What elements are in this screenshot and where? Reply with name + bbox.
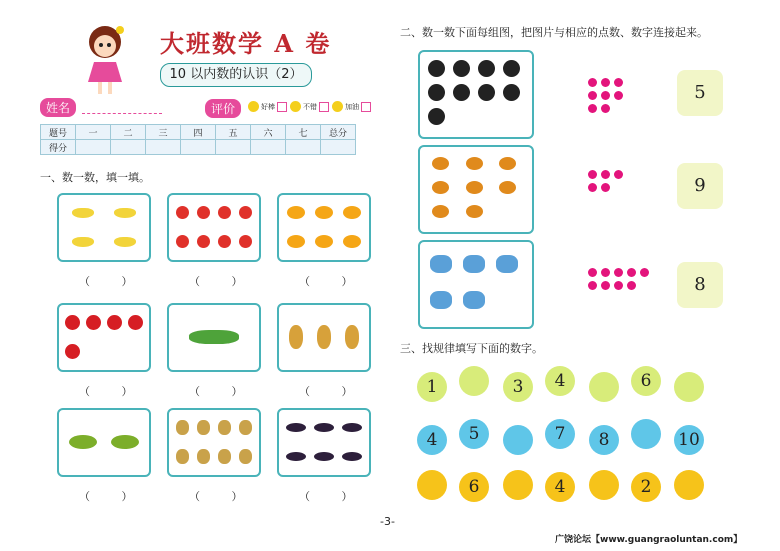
score-header-cell: 二 (111, 125, 146, 140)
dot-marker (601, 268, 610, 277)
celery-icon (189, 330, 239, 344)
dot-marker (614, 281, 623, 290)
number-circle: 3 (503, 372, 533, 402)
score-header-cell: 六 (251, 125, 286, 140)
lemon-icon (287, 235, 305, 248)
rating-checkbox[interactable] (277, 102, 287, 112)
apple-icon (65, 344, 80, 359)
number-circle: 4 (417, 425, 447, 455)
score-header-cell: 五 (216, 125, 251, 140)
snail-icon (432, 181, 449, 194)
blank-circle[interactable] (417, 470, 447, 500)
page-title: 大班数学 A 卷 (160, 29, 332, 58)
pear-icon (239, 449, 252, 464)
number-circle: 6 (459, 472, 489, 502)
eggplant-icon (286, 423, 306, 432)
page-number: -3- (380, 515, 395, 528)
evaluation-label: 评价 (205, 99, 241, 118)
score-cell[interactable] (146, 140, 181, 155)
dot-marker (588, 268, 597, 277)
number-circle: 4 (545, 366, 575, 396)
lemon-icon (343, 235, 361, 248)
apple-icon (107, 315, 122, 330)
picture-group[interactable] (418, 240, 534, 329)
eggplant-icon (314, 423, 334, 432)
dot-marker (601, 281, 610, 290)
score-header-cell: 一 (76, 125, 111, 140)
pineapple-icon (345, 325, 359, 349)
dot-marker (601, 183, 610, 192)
count-card (277, 408, 371, 477)
dot-marker (588, 78, 597, 87)
pear-icon (239, 420, 252, 435)
banana-icon (72, 237, 94, 247)
dot-marker (601, 104, 610, 113)
score-cell[interactable] (321, 140, 356, 155)
lemon-icon (343, 206, 361, 219)
eggplant-icon (286, 452, 306, 461)
rating-checkbox[interactable] (361, 102, 371, 112)
pear-icon (218, 420, 231, 435)
peach-icon (176, 235, 189, 248)
count-card (277, 193, 371, 262)
girl-illustration (70, 20, 140, 100)
snail-icon (466, 205, 483, 218)
dot-marker (614, 268, 623, 277)
dot-marker (601, 91, 610, 100)
blank-circle[interactable] (503, 470, 533, 500)
lemon-icon (315, 235, 333, 248)
score-cell[interactable] (181, 140, 216, 155)
pear-icon (197, 449, 210, 464)
pear-icon (197, 420, 210, 435)
blank-circle[interactable] (674, 470, 704, 500)
banana-icon (114, 237, 136, 247)
answer-blank[interactable]: （ ） (299, 385, 367, 398)
number-circle: 2 (631, 472, 661, 502)
number-circle: 5 (459, 419, 489, 449)
count-card (57, 303, 151, 372)
count-card (167, 193, 261, 262)
banana-icon (72, 208, 94, 218)
frying-pan-icon (453, 84, 470, 101)
peach-icon (176, 206, 189, 219)
answer-blank[interactable]: （ ） (189, 275, 257, 288)
number-circle: 1 (417, 372, 447, 402)
score-cell[interactable] (111, 140, 146, 155)
number-box[interactable]: 5 (677, 70, 723, 116)
number-box[interactable]: 8 (677, 262, 723, 308)
pear-icon (176, 420, 189, 435)
frying-pan-icon (428, 84, 445, 101)
papaya-icon (69, 435, 97, 449)
answer-blank[interactable]: （ ） (299, 490, 367, 503)
count-card (167, 408, 261, 477)
number-circle: 4 (545, 472, 575, 502)
dot-marker (627, 268, 636, 277)
blank-circle[interactable] (589, 470, 619, 500)
answer-blank[interactable]: （ ） (79, 490, 147, 503)
peach-icon (197, 206, 210, 219)
snail-icon (466, 157, 483, 170)
dot-marker (588, 104, 597, 113)
butterfly-icon (496, 255, 518, 273)
butterfly-icon (430, 255, 452, 273)
footer-site: 广饶论坛【www.guangraoluntan.com】 (555, 535, 743, 545)
score-value-row (41, 140, 356, 155)
answer-blank[interactable]: （ ） (79, 385, 147, 398)
frying-pan-icon (453, 60, 470, 77)
score-cell[interactable] (76, 140, 111, 155)
rating-checkbox[interactable] (319, 102, 329, 112)
lemon-icon (287, 206, 305, 219)
dot-marker (627, 281, 636, 290)
page-subtitle: 10 以内数的认识（2） (160, 63, 312, 87)
dot-marker (588, 91, 597, 100)
frying-pan-icon (428, 60, 445, 77)
score-header-cell: 三 (146, 125, 181, 140)
answer-blank[interactable]: （ ） (299, 275, 367, 288)
count-card (57, 193, 151, 262)
number-circle: 7 (545, 419, 575, 449)
rating-label: 加油 (345, 102, 359, 111)
papaya-icon (111, 435, 139, 449)
frying-pan-icon (503, 84, 520, 101)
dot-marker (588, 281, 597, 290)
smile-icon (290, 101, 301, 112)
dot-marker (614, 78, 623, 87)
rating-label: 不错 (303, 102, 317, 111)
dot-marker (614, 170, 623, 179)
pear-icon (218, 449, 231, 464)
blank-circle[interactable] (674, 372, 704, 402)
butterfly-icon (463, 255, 485, 273)
eggplant-icon (314, 452, 334, 461)
banana-icon (114, 208, 136, 218)
butterfly-icon (463, 291, 485, 309)
frying-pan-icon (478, 84, 495, 101)
eggplant-icon (342, 452, 362, 461)
apple-icon (86, 315, 101, 330)
score-header-cell: 题号 (41, 125, 76, 140)
pear-icon (176, 449, 189, 464)
peach-icon (218, 206, 231, 219)
dot-marker (614, 91, 623, 100)
frying-pan-icon (428, 108, 445, 125)
number-box[interactable]: 9 (677, 163, 723, 209)
apple-icon (128, 315, 143, 330)
eggplant-icon (342, 423, 362, 432)
snail-icon (466, 181, 483, 194)
peach-icon (239, 235, 252, 248)
section-2-title: 二、数一数下面每组图，把图片与相应的点数、数字连接起来。 (400, 26, 708, 39)
dot-marker (601, 170, 610, 179)
number-circle: 8 (589, 425, 619, 455)
dot-marker (588, 170, 597, 179)
name-field[interactable] (82, 113, 162, 114)
peach-icon (218, 235, 231, 248)
peach-icon (197, 235, 210, 248)
score-cell[interactable] (286, 140, 321, 155)
dot-marker (588, 183, 597, 192)
number-circle: 6 (631, 366, 661, 396)
answer-blank[interactable]: （ ） (79, 275, 147, 288)
rating-good[interactable] (290, 101, 329, 112)
snail-icon (432, 157, 449, 170)
dot-marker (601, 78, 610, 87)
score-row-label: 得分 (41, 140, 76, 155)
blank-circle[interactable] (631, 419, 661, 449)
rating-great[interactable] (248, 101, 287, 112)
pineapple-icon (289, 325, 303, 349)
lemon-icon (315, 206, 333, 219)
answer-blank[interactable]: （ ） (189, 490, 257, 503)
score-header-cell: 总分 (321, 125, 356, 140)
score-table (40, 124, 356, 155)
frying-pan-icon (503, 60, 520, 77)
number-circle: 10 (674, 425, 704, 455)
score-header-row (41, 125, 356, 140)
score-cell[interactable] (251, 140, 286, 155)
score-header-cell: 七 (286, 125, 321, 140)
rating-keep-going[interactable] (332, 101, 371, 112)
apple-icon (65, 315, 80, 330)
snail-icon (499, 157, 516, 170)
frying-pan-icon (478, 60, 495, 77)
butterfly-icon (430, 291, 452, 309)
section-3-title: 三、找规律填写下面的数字。 (400, 342, 543, 355)
snail-icon (499, 181, 516, 194)
dot-marker (640, 268, 649, 277)
blank-circle[interactable] (503, 425, 533, 455)
score-header-cell: 四 (181, 125, 216, 140)
smile-icon (332, 101, 343, 112)
blank-circle[interactable] (589, 372, 619, 402)
smile-icon (248, 101, 259, 112)
rating-label: 好棒 (261, 102, 275, 111)
blank-circle[interactable] (459, 366, 489, 396)
answer-blank[interactable]: （ ） (189, 385, 257, 398)
score-cell[interactable] (216, 140, 251, 155)
peach-icon (239, 206, 252, 219)
section-1-title: 一、数一数，填一填。 (40, 171, 150, 184)
snail-icon (432, 205, 449, 218)
name-label: 姓名 (40, 98, 76, 117)
pineapple-icon (317, 325, 331, 349)
